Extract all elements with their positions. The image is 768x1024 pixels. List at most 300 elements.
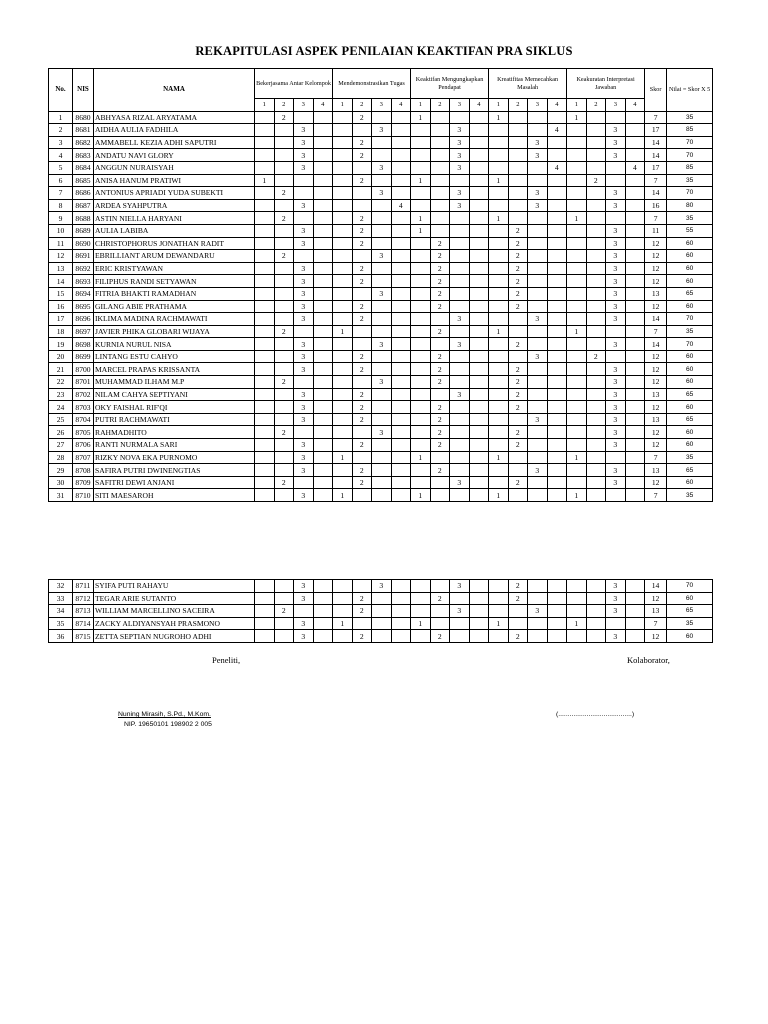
score-cell <box>352 426 372 439</box>
score-cell: 2 <box>352 413 372 426</box>
score-cell <box>469 476 489 489</box>
student-name: ZACKY ALDIYANSYAH PRASMONO <box>94 617 255 630</box>
score-cell <box>489 605 509 618</box>
score-cell <box>274 161 294 174</box>
student-name: FILIPHUS RANDI SETYAWAN <box>94 275 255 288</box>
score-cell: 2 <box>430 401 450 414</box>
student-name: RAHMADHITO <box>94 426 255 439</box>
score-cell: 1 <box>567 451 587 464</box>
score-cell <box>391 187 411 200</box>
student-skor: 12 <box>645 439 667 452</box>
score-cell: 2 <box>352 262 372 275</box>
score-cell: 3 <box>528 464 548 477</box>
header-skor: Skor <box>645 69 667 112</box>
score-cell: 3 <box>294 439 314 452</box>
score-cell <box>567 161 587 174</box>
score-cell <box>333 630 353 643</box>
student-nilai: 35 <box>667 212 713 225</box>
score-cell <box>469 580 489 593</box>
score-cell: 3 <box>606 376 626 389</box>
student-skor: 12 <box>645 630 667 643</box>
student-number: 2 <box>49 124 73 137</box>
score-cell <box>391 111 411 124</box>
score-cell: 2 <box>352 149 372 162</box>
score-cell: 2 <box>508 338 528 351</box>
score-cell: 3 <box>450 136 470 149</box>
score-cell: 3 <box>294 199 314 212</box>
score-cell <box>294 187 314 200</box>
score-cell <box>469 275 489 288</box>
score-cell <box>313 275 333 288</box>
score-cell: 1 <box>567 325 587 338</box>
student-nilai: 60 <box>667 350 713 363</box>
score-cell <box>528 476 548 489</box>
score-cell: 2 <box>586 350 606 363</box>
score-cell: 2 <box>352 237 372 250</box>
score-cell <box>313 605 333 618</box>
score-cell <box>333 136 353 149</box>
score-cell <box>625 464 645 477</box>
score-cell <box>372 413 392 426</box>
score-cell <box>625 338 645 351</box>
score-cell: 3 <box>606 287 626 300</box>
score-cell: 2 <box>352 592 372 605</box>
student-row <box>49 187 713 200</box>
score-cell <box>586 617 606 630</box>
student-nis: 8702 <box>73 388 94 401</box>
score-cell <box>469 250 489 263</box>
score-cell <box>430 388 450 401</box>
score-cell <box>411 401 431 414</box>
score-cell <box>469 401 489 414</box>
score-cell: 3 <box>606 426 626 439</box>
score-cell <box>547 451 567 464</box>
score-cell <box>489 136 509 149</box>
score-cell <box>313 388 333 401</box>
score-cell <box>411 338 431 351</box>
score-cell <box>625 275 645 288</box>
score-cell <box>450 363 470 376</box>
score-cell: 1 <box>255 174 275 187</box>
score-cell <box>294 174 314 187</box>
score-cell <box>567 199 587 212</box>
score-cell <box>567 237 587 250</box>
score-cell: 1 <box>411 174 431 187</box>
score-cell <box>586 136 606 149</box>
student-skor: 7 <box>645 174 667 187</box>
student-nis: 8692 <box>73 262 94 275</box>
score-cell: 2 <box>508 376 528 389</box>
score-cell <box>391 376 411 389</box>
student-nis: 8713 <box>73 605 94 618</box>
score-cell <box>625 605 645 618</box>
student-nis: 8704 <box>73 413 94 426</box>
score-cell <box>274 451 294 464</box>
score-cell <box>391 313 411 326</box>
score-cell <box>294 426 314 439</box>
score-cell <box>333 237 353 250</box>
score-cell <box>625 401 645 414</box>
score-cell: 2 <box>352 275 372 288</box>
score-cell <box>567 426 587 439</box>
score-cell <box>586 275 606 288</box>
score-level-header: 4 <box>469 99 489 112</box>
score-cell <box>625 111 645 124</box>
score-cell: 3 <box>294 161 314 174</box>
student-name: ANGGUN NURAISYAH <box>94 161 255 174</box>
score-cell <box>274 224 294 237</box>
score-cell <box>313 262 333 275</box>
score-cell <box>528 630 548 643</box>
student-nis: 8683 <box>73 149 94 162</box>
score-cell <box>313 439 333 452</box>
score-cell <box>508 174 528 187</box>
student-row <box>49 250 713 263</box>
score-cell <box>586 401 606 414</box>
score-cell <box>411 287 431 300</box>
score-cell: 3 <box>606 237 626 250</box>
score-cell <box>586 124 606 137</box>
student-nis: 8714 <box>73 617 94 630</box>
score-cell <box>567 464 587 477</box>
score-cell: 3 <box>528 187 548 200</box>
score-cell <box>547 111 567 124</box>
score-cell <box>294 212 314 225</box>
score-cell <box>528 237 548 250</box>
score-level-header: 2 <box>430 99 450 112</box>
score-cell <box>333 313 353 326</box>
score-cell: 3 <box>294 338 314 351</box>
score-cell <box>313 617 333 630</box>
score-cell <box>586 426 606 439</box>
score-cell <box>469 426 489 439</box>
score-cell <box>450 275 470 288</box>
score-cell <box>372 212 392 225</box>
score-cell <box>372 300 392 313</box>
score-cell <box>489 161 509 174</box>
score-cell <box>586 250 606 263</box>
score-cell <box>294 325 314 338</box>
score-cell <box>313 187 333 200</box>
score-level-header: 4 <box>391 99 411 112</box>
score-cell: 3 <box>372 161 392 174</box>
score-cell <box>450 376 470 389</box>
score-cell <box>333 199 353 212</box>
student-skor: 13 <box>645 388 667 401</box>
score-cell: 1 <box>333 489 353 502</box>
score-cell <box>450 111 470 124</box>
student-row <box>49 136 713 149</box>
score-cell <box>372 451 392 464</box>
score-cell <box>625 250 645 263</box>
score-cell <box>489 630 509 643</box>
student-name: OKY FAISHAL RIF'QI <box>94 401 255 414</box>
student-name: AIDHA AULIA FADHILA <box>94 124 255 137</box>
score-cell <box>586 287 606 300</box>
score-cell <box>508 212 528 225</box>
score-cell: 2 <box>430 325 450 338</box>
score-cell: 3 <box>606 401 626 414</box>
student-skor: 7 <box>645 617 667 630</box>
score-cell <box>547 413 567 426</box>
score-cell <box>333 426 353 439</box>
score-cell <box>372 199 392 212</box>
score-cell <box>606 451 626 464</box>
score-cell <box>255 111 275 124</box>
score-cell <box>508 161 528 174</box>
student-skor: 7 <box>645 212 667 225</box>
student-skor: 14 <box>645 338 667 351</box>
score-cell: 1 <box>411 617 431 630</box>
score-cell <box>489 388 509 401</box>
student-number: 33 <box>49 592 73 605</box>
score-cell <box>274 350 294 363</box>
score-cell: 3 <box>606 592 626 605</box>
score-cell <box>333 174 353 187</box>
score-cell <box>391 325 411 338</box>
score-cell <box>625 630 645 643</box>
score-cell <box>313 350 333 363</box>
score-cell <box>625 476 645 489</box>
score-cell <box>567 630 587 643</box>
score-cell: 1 <box>489 212 509 225</box>
score-cell <box>333 464 353 477</box>
score-cell: 2 <box>352 212 372 225</box>
score-cell <box>528 363 548 376</box>
student-nilai: 70 <box>667 313 713 326</box>
score-cell <box>333 212 353 225</box>
score-cell: 1 <box>411 212 431 225</box>
score-cell <box>313 174 333 187</box>
score-cell: 2 <box>430 350 450 363</box>
score-cell <box>333 149 353 162</box>
student-row <box>49 464 713 477</box>
score-cell <box>255 476 275 489</box>
score-cell <box>586 464 606 477</box>
score-cell: 3 <box>294 413 314 426</box>
score-cell: 2 <box>352 630 372 643</box>
score-cell <box>508 124 528 137</box>
score-cell <box>391 136 411 149</box>
score-cell <box>508 111 528 124</box>
score-cell <box>489 464 509 477</box>
score-cell <box>450 250 470 263</box>
score-cell <box>586 580 606 593</box>
score-cell <box>606 161 626 174</box>
score-cell: 3 <box>450 199 470 212</box>
score-cell <box>274 401 294 414</box>
student-name: FITRIA BHAKTI RAMADHAN <box>94 287 255 300</box>
student-nilai: 70 <box>667 338 713 351</box>
score-cell <box>625 376 645 389</box>
score-cell <box>391 592 411 605</box>
score-cell <box>489 350 509 363</box>
score-cell <box>489 287 509 300</box>
student-nis: 8699 <box>73 350 94 363</box>
score-cell: 2 <box>430 363 450 376</box>
score-cell <box>489 237 509 250</box>
score-cell: 2 <box>352 363 372 376</box>
score-cell: 2 <box>352 401 372 414</box>
score-cell: 3 <box>372 250 392 263</box>
score-cell <box>411 388 431 401</box>
score-cell: 3 <box>294 592 314 605</box>
score-cell <box>528 489 548 502</box>
score-cell: 2 <box>430 250 450 263</box>
score-cell <box>333 187 353 200</box>
score-cell <box>586 224 606 237</box>
score-cell <box>567 580 587 593</box>
student-name: CHRISTOPHORUS JONATHAN RADIT <box>94 237 255 250</box>
score-cell <box>567 592 587 605</box>
score-cell: 2 <box>508 388 528 401</box>
student-name: KURNIA NURUL NISA <box>94 338 255 351</box>
score-cell <box>255 605 275 618</box>
score-cell: 3 <box>294 124 314 137</box>
header-aspect-2: Mendemonstrasikan Tugas <box>333 69 411 99</box>
score-cell <box>528 439 548 452</box>
score-cell <box>489 300 509 313</box>
score-cell <box>255 451 275 464</box>
student-row <box>49 451 713 464</box>
score-cell <box>313 313 333 326</box>
score-cell <box>625 237 645 250</box>
student-nilai: 70 <box>667 187 713 200</box>
score-cell <box>255 124 275 137</box>
student-nilai: 60 <box>667 262 713 275</box>
score-cell <box>313 338 333 351</box>
score-cell: 3 <box>606 275 626 288</box>
student-number: 26 <box>49 426 73 439</box>
student-nis: 8681 <box>73 124 94 137</box>
score-cell <box>450 464 470 477</box>
score-cell <box>333 275 353 288</box>
student-nis: 8712 <box>73 592 94 605</box>
score-cell: 1 <box>489 451 509 464</box>
score-cell <box>469 617 489 630</box>
score-cell <box>547 212 567 225</box>
score-cell <box>547 224 567 237</box>
student-name: ANISA HANUM PRATIWI <box>94 174 255 187</box>
score-cell <box>528 224 548 237</box>
score-cell <box>333 338 353 351</box>
score-cell <box>333 262 353 275</box>
student-nis: 8689 <box>73 224 94 237</box>
score-cell <box>586 262 606 275</box>
score-cell: 2 <box>430 592 450 605</box>
score-cell <box>372 325 392 338</box>
score-level-header: 2 <box>508 99 528 112</box>
score-level-header: 4 <box>547 99 567 112</box>
score-cell: 2 <box>508 439 528 452</box>
score-cell: 2 <box>352 464 372 477</box>
student-row <box>49 617 713 630</box>
student-nis: 8698 <box>73 338 94 351</box>
score-cell <box>489 262 509 275</box>
score-cell: 3 <box>606 338 626 351</box>
score-cell <box>450 630 470 643</box>
score-cell <box>352 250 372 263</box>
score-cell <box>508 489 528 502</box>
student-nilai: 65 <box>667 464 713 477</box>
score-cell <box>255 149 275 162</box>
score-cell: 3 <box>294 287 314 300</box>
score-cell <box>489 401 509 414</box>
score-cell <box>547 338 567 351</box>
score-cell <box>586 111 606 124</box>
score-cell <box>372 111 392 124</box>
student-row <box>49 325 713 338</box>
student-number: 32 <box>49 580 73 593</box>
student-skor: 7 <box>645 489 667 502</box>
score-cell <box>469 413 489 426</box>
score-cell: 2 <box>430 376 450 389</box>
score-cell <box>333 476 353 489</box>
student-number: 23 <box>49 388 73 401</box>
student-skor: 13 <box>645 413 667 426</box>
score-cell: 2 <box>430 287 450 300</box>
score-cell <box>411 605 431 618</box>
score-cell <box>333 439 353 452</box>
score-cell <box>450 237 470 250</box>
score-cell <box>469 464 489 477</box>
score-cell <box>391 617 411 630</box>
score-cell <box>450 174 470 187</box>
score-cell: 3 <box>606 224 626 237</box>
student-number: 31 <box>49 489 73 502</box>
score-cell: 3 <box>294 451 314 464</box>
score-cell <box>255 325 275 338</box>
score-cell <box>586 338 606 351</box>
score-cell <box>586 630 606 643</box>
score-cell <box>255 630 275 643</box>
score-cell <box>430 489 450 502</box>
score-cell <box>333 413 353 426</box>
score-cell <box>528 617 548 630</box>
score-cell <box>489 124 509 137</box>
header-no: No. <box>49 69 73 112</box>
score-cell <box>411 124 431 137</box>
score-cell: 2 <box>274 212 294 225</box>
score-cell: 2 <box>352 300 372 313</box>
student-nilai: 55 <box>667 224 713 237</box>
student-nilai: 60 <box>667 300 713 313</box>
score-cell <box>469 325 489 338</box>
score-cell <box>255 250 275 263</box>
score-cell <box>508 199 528 212</box>
score-cell <box>508 464 528 477</box>
score-cell: 3 <box>294 237 314 250</box>
score-cell <box>352 199 372 212</box>
student-name: LINTANG ESTU CAHYO <box>94 350 255 363</box>
score-cell <box>547 439 567 452</box>
score-cell <box>430 111 450 124</box>
score-cell <box>372 363 392 376</box>
score-cell <box>469 174 489 187</box>
score-cell <box>255 187 275 200</box>
score-cell <box>352 489 372 502</box>
student-nilai: 85 <box>667 124 713 137</box>
score-cell <box>255 580 275 593</box>
score-cell: 3 <box>294 300 314 313</box>
student-nis: 8693 <box>73 275 94 288</box>
student-skor: 12 <box>645 262 667 275</box>
score-level-header: 2 <box>586 99 606 112</box>
student-number: 22 <box>49 376 73 389</box>
score-cell <box>567 388 587 401</box>
score-cell: 1 <box>411 451 431 464</box>
score-cell <box>547 300 567 313</box>
